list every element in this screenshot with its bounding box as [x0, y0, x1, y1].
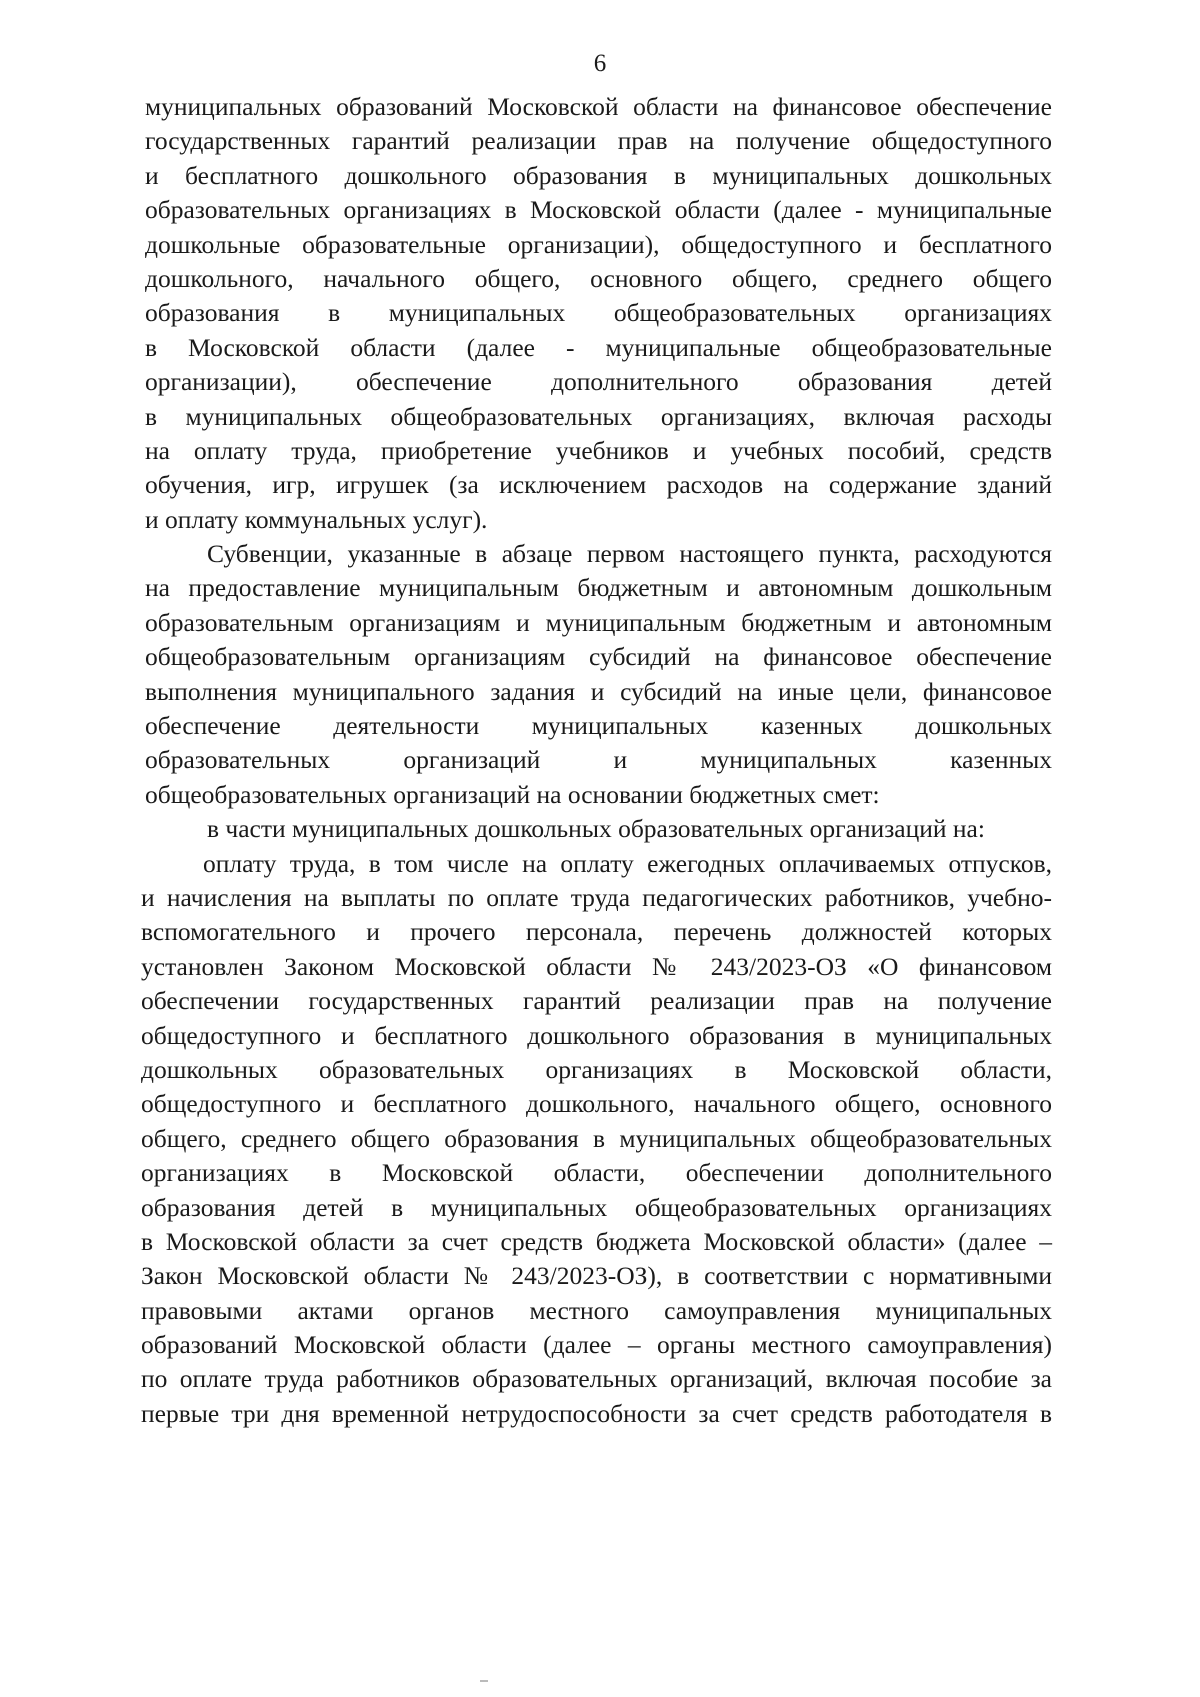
text-line: образовательным организациям и муниципальным бюджетным и автономным	[145, 607, 1052, 637]
text-line: в части муниципальных дошкольных образовательных организаций на:	[207, 814, 985, 844]
text-line: дошкольного, начального общего, основного общего, среднего общего	[145, 263, 1052, 293]
text-line: и оплату коммунальных услуг).	[145, 504, 488, 534]
text-line: образовательных организациях в Московской области (далее - муниципальные	[145, 195, 1052, 225]
text-line: образовательных организаций и муниципальных казенных	[145, 745, 1052, 775]
text-line: муниципальных образований Московской области на финансовое обеспечение	[145, 92, 1052, 121]
text-line: Закон Московской области № 243/2023-ОЗ), в соответствии с нормативными	[141, 1261, 1052, 1291]
paragraph	[145, 812, 1052, 846]
paragraph	[145, 537, 1052, 812]
text-line: обеспечении государственных гарантий реализации прав на получение	[141, 986, 1052, 1016]
text-line: дошкольные образовательные организации), общедоступного и бесплатного	[145, 229, 1052, 259]
text-line: оплату труда, в том числе на оплату ежегодных оплачиваемых отпусков,	[203, 848, 1052, 878]
text-line: образования детей в муниципальных общеобразовательных организациях	[141, 1192, 1052, 1222]
text-line: образований Московской области (далее – органы местного самоуправления)	[141, 1330, 1052, 1360]
text-line: выполнения муниципального задания и субсидий на иные цели, финансовое	[145, 676, 1052, 706]
text-line: организациях в Московской области, обеспечении дополнительного	[141, 1158, 1052, 1188]
text-line: на оплату труда, приобретение учебников и учебных пособий, средств	[145, 435, 1052, 465]
text-line: государственных гарантий реализации прав на получение общедоступного	[145, 126, 1052, 156]
text-line: общеобразовательных организаций на основании бюджетных смет:	[145, 779, 880, 809]
text-line: обучения, игр, игрушек (за исключением расходов на содержание зданий	[145, 470, 1052, 500]
text-line: дошкольных образовательных организациях в Московской области,	[141, 1054, 1052, 1084]
text-line: вспомогательного и прочего персонала, перечень должностей которых	[141, 917, 1052, 947]
paragraph	[145, 90, 1052, 537]
text-line: организации), обеспечение дополнительного образования детей	[145, 367, 1052, 397]
text-line: на предоставление муниципальным бюджетным и автономным дошкольным	[145, 573, 1052, 603]
text-line: правовыми актами органов местного самоуправления муниципальных	[141, 1295, 1052, 1325]
text-line: в Московской области (далее - муниципальные общеобразовательные	[145, 332, 1052, 362]
text-line: обеспечение деятельности муниципальных казенных дошкольных	[145, 711, 1052, 741]
text-line: общедоступного и бесплатного дошкольного, начального общего, основного	[141, 1089, 1052, 1119]
text-line: в муниципальных общеобразовательных организациях, включая расходы	[145, 401, 1052, 431]
paragraph	[141, 847, 1052, 1432]
text-line: установлен Законом Московской области № 243/2023-ОЗ «О финансовом	[141, 951, 1052, 981]
text-line: и начисления на выплаты по оплате труда педагогических работников, учебно-	[141, 882, 1052, 912]
text-line: образования в муниципальных общеобразовательных организациях	[145, 298, 1052, 328]
text-line: первые три дня временной нетрудоспособности за счет средств работодателя в	[141, 1398, 1052, 1428]
text-line: общедоступного и бесплатного дошкольного образования в муниципальных	[141, 1020, 1052, 1050]
text-line: по оплате труда работников образовательных организаций, включая пособие за	[141, 1364, 1052, 1394]
text-line: в Московской области за счет средств бюджета Московской области» (далее –	[141, 1226, 1052, 1256]
text-line: и бесплатного дошкольного образования в муниципальных дошкольных	[145, 160, 1052, 190]
text-line: Субвенции, указанные в абзаце первом настоящего пункта, расходуются	[207, 539, 1052, 569]
text-line: общего, среднего общего образования в муниципальных общеобразовательных	[141, 1123, 1052, 1153]
document-body	[141, 90, 1052, 1431]
text-line: общеобразовательным организациям субсидий на финансовое обеспечение	[145, 642, 1052, 672]
page-number: 6	[593, 50, 607, 77]
scan-mark	[480, 1680, 488, 1682]
